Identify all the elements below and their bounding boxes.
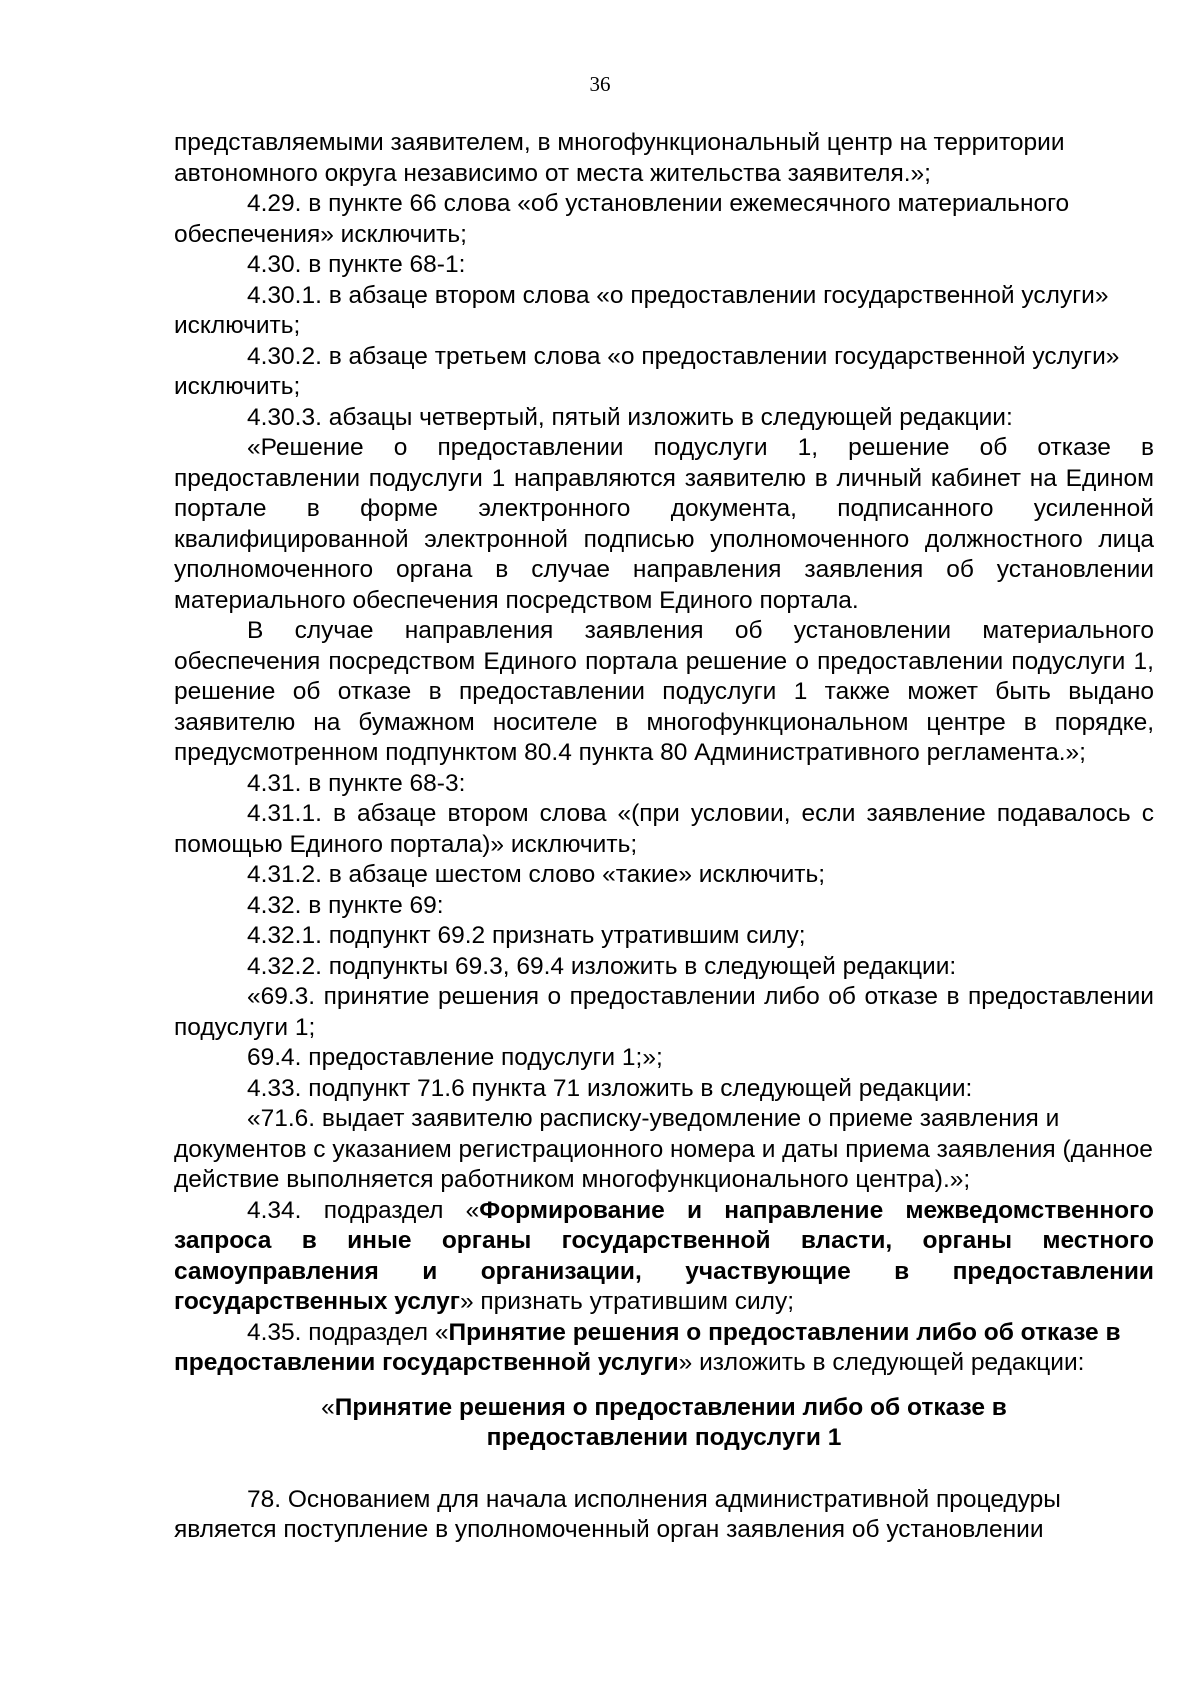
paragraph-4-30-3: 4.30.3. абзацы четвертый, пятый изложить в следующей редакции: (247, 403, 1013, 431)
paragraph-71-6: «71.6. выдает заявителю расписку-уведомление о приеме заявления и документов с указанием регистрационного номера и даты приема заявления (данное действие выполняется работником многофункционального центра).»; (174, 1105, 1153, 1193)
paragraph-4-35 (174, 1318, 1154, 1379)
paragraph-4-34-suffix: » признать утратившим силу; (459, 1288, 795, 1315)
paragraph-4-30-2: 4.30.2. в абзаце третьем слова «о предоставлении государственной услуги» исключить; (174, 342, 1120, 400)
paragraph-4-35-prefix: 4.35. подраздел « (247, 1318, 449, 1346)
paragraph-4-32-2: 4.32.2. подпункты 69.3, 69.4 изложить в следующей редакции: (247, 952, 957, 980)
paragraph-69-3: «69.3. принятие решения о предоставлении либо об отказе в предоставлении подуслуги 1; (174, 983, 1154, 1041)
paragraph-4-34-bold: Формирование и направление межведомственного запроса в иные органы государственной власти, органы местного самоуправления и организации, участвующие в предоставлении государственных услуг (174, 1196, 1154, 1315)
paragraph-4-32-1: 4.32.1. подпункт 69.2 признать утратившим силу; (247, 922, 806, 949)
paragraph-4-35-bold: Принятие решения о предоставлении либо об отказе в предоставлении государственной услуги (174, 1318, 1121, 1376)
subsection-heading-line-1-text: Принятие решения о предоставлении либо об отказе в (334, 1393, 1007, 1421)
paragraph-4-31-2: 4.31.2. в абзаце шестом слово «такие» исключить; (247, 861, 826, 888)
paragraph-4-34 (174, 1196, 1154, 1318)
paragraph-4-31: 4.31. в пункте 68-3: (247, 769, 466, 797)
paragraph-continuation: представляемыми заявителем, в многофункциональный центр на территории автономного округа независимо от места жительства заявителя.»; (174, 129, 1065, 187)
subsection-heading-line-2: предоставлении подуслуги 1 (486, 1424, 842, 1451)
paragraph-quote-decision: «Решение о предоставлении подуслуги 1, решение об отказе в предоставлении подуслуги 1 направляются заявителю в личный кабинет на Едином портале в форме электронного документа, подписанного усиленной квалифицированной электронной подписью уполномоченного должностного лица уполномоченного органа в случае направления заявления об установлении материального обеспечения посредством Единого портала. (174, 434, 1154, 614)
paragraph-4-31-1: 4.31.1. в абзаце втором слова «(при условии, если заявление подавалось с помощью Единого портала)» исключить; (174, 800, 1154, 858)
paragraph-4-30-1: 4.30.1. в абзаце втором слова «о предоставлении государственной услуги» исключить; (174, 281, 1109, 339)
paragraph-78: 78. Основанием для начала исполнения административной процедуры является поступление в уполномоченный орган заявления об установлении (174, 1485, 1061, 1543)
paragraph-4-29: 4.29. в пункте 66 слова «об установлении ежемесячного материального обеспечения» исключить; (174, 190, 1070, 248)
paragraph-4-32: 4.32. в пункте 69: (247, 891, 444, 919)
subsection-heading-line-1 (174, 1393, 1154, 1424)
paragraph-4-34-prefix: 4.34. подраздел « (247, 1196, 480, 1224)
page-number: 36 (589, 72, 611, 96)
paragraph-4-30: 4.30. в пункте 68-1: (247, 251, 466, 278)
subsection-heading (174, 1379, 1154, 1485)
paragraph-4-35-suffix: » изложить в следующей редакции: (678, 1349, 1085, 1376)
document-body (174, 128, 1154, 1546)
paragraph-paper-copy: В случае направления заявления об установлении материального обеспечения посредством Единого портала решение о предоставлении подуслуги 1, решение об отказе в предоставлении подуслуги 1 также может быть выдано заявителю на бумажном носителе в многофункциональном центре в порядке, предусмотренном подпунктом 80.4 пункта 80 Административного регламента.»; (174, 617, 1154, 766)
paragraph-4-33: 4.33. подпункт 71.6 пункта 71 изложить в следующей редакции: (247, 1074, 973, 1102)
paragraph-69-4: 69.4. предоставление подуслуги 1;»; (247, 1044, 663, 1071)
subsection-heading-open-quote: « (321, 1393, 335, 1421)
